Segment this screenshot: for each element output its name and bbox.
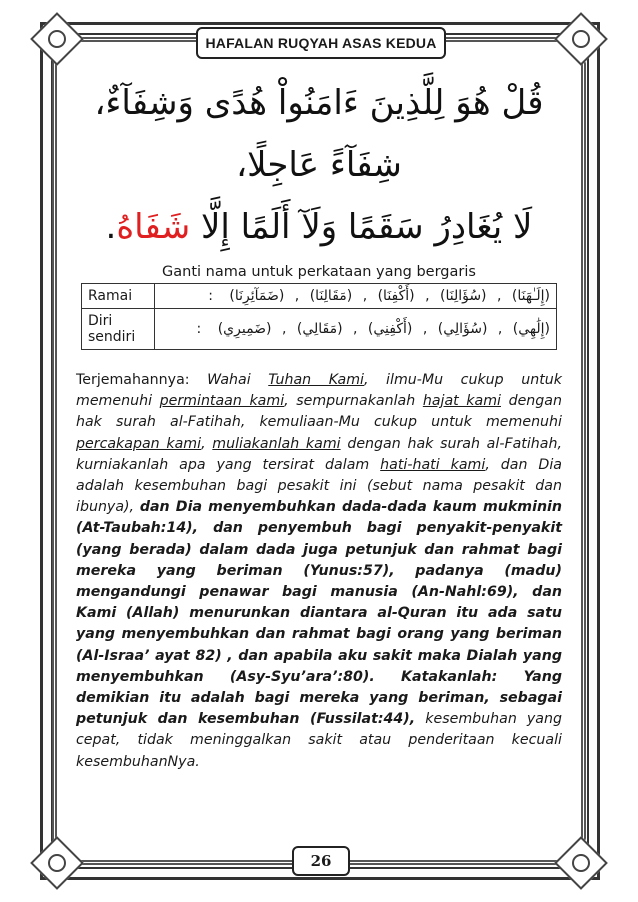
underlined-phrase: Tuhan Kami xyxy=(268,372,364,388)
page-header xyxy=(196,27,446,59)
ornament-right xyxy=(569,60,586,842)
row-values xyxy=(155,284,557,309)
header-title: HAFALAN RUQYAH ASAS KEDUA xyxy=(205,35,437,51)
underlined-phrase: percakapan kami xyxy=(76,435,202,452)
page-number xyxy=(292,846,350,876)
text-segment: , ilmu-Mu cukup untuk memenuhi xyxy=(76,372,562,410)
arabic-highlight: شَفَاهُ xyxy=(116,207,191,247)
underlined-phrase: hati-hati kami xyxy=(380,456,486,473)
substitution-note: Ganti nama untuk perkataan yang bergaris xyxy=(162,264,476,280)
text-segment: Wahai xyxy=(207,372,269,388)
row-colon: : xyxy=(196,321,202,337)
translation-intro: Terjemahannya: xyxy=(76,372,208,388)
underlined-phrase: hajat kami xyxy=(422,393,501,410)
page-number-text: 26 xyxy=(310,852,332,870)
text-segment: kesembuhan yang cepat, tidak meninggalkan sakit atau penderitaan kecuali kesembuhanNya. xyxy=(76,711,563,770)
row-label: Ramai xyxy=(82,284,155,309)
text-segment: , dan Dia adalah kesembuhan bagi pesakit ini (sebut nama pesakit dan ibunya), xyxy=(76,456,562,516)
substitution-table xyxy=(81,283,557,350)
table-row xyxy=(82,284,557,309)
translation-paragraph xyxy=(76,370,562,773)
row-values-text: (إِلَٰهِي) , (سُؤَالِي) , (أَكْفِنِي) , (مَقَالِي) , (ضَمِيرِي) xyxy=(217,321,550,337)
page-content xyxy=(76,72,562,773)
arabic-line-2-main: لَا يُغَادِرُ سَقَمًا وَلَآ أَلَمًا إِلَّا xyxy=(190,207,533,247)
row-values-text: (إِلَـٰهَنَا) , (سُؤَالِنَا) , (أَكْفِنَا) , (مَقَالِنَا) , (ضَمَآئِرِنَا) xyxy=(229,288,550,304)
underlined-phrase: permintaan kami xyxy=(159,393,285,410)
underlined-phrase: muliakanlah kami xyxy=(212,435,341,452)
text-segment: , xyxy=(201,435,213,452)
row-label: Diri sendiri xyxy=(82,309,155,350)
arabic-line-1: قُلْ هُوَ لِلَّذِينَ ءَامَنُواْ هُدًى وَشِفَآءٌ، شِفَآءً عَاجِلًا، xyxy=(94,83,544,185)
text-segment: , sempurnakanlah xyxy=(284,393,423,410)
row-colon: : xyxy=(208,288,213,304)
text-segment: dengan hak surah al-Fatihah, kurniakanlah apa yang tersirat dalam xyxy=(76,435,562,473)
arabic-line-2-end: . xyxy=(105,207,117,247)
arabic-verse xyxy=(76,72,562,258)
arabic-line-2 xyxy=(76,196,562,258)
ornament-left xyxy=(52,60,69,842)
bold-passage: dan Dia menyembuhkan dada-dada kaum mukminin (At-Taubah:14), dan penyembuh bagi penyakit-penyakit (yang berada) dalam dada juga petunjuk dan rahmat bagi mereka yang beriman (Yunus:57), padanya (madu) mengandungi penawar bagi manusia (An-Nahl:69), dan Kami (Allah) menurunkan diantara al-Quran itu ada satu yang menyembuhkan dan rahmat bagi orang yang beriman (Al-Israa’ ayat 82) , dan apabila aku sakit maka Dialah yang menyembuhkan (Asy-Syu’ara’:80). Katakanlah: Yang demikian itu adalah bagi mereka yang beriman, sebagai petunjuk dan kesembuhan (Fussilat:44), xyxy=(76,499,563,728)
row-values xyxy=(155,309,557,350)
table-row xyxy=(82,309,557,350)
text-segment: dengan hak surah al-Fatihah, kemuliaan-Mu cukup untuk memenuhi xyxy=(76,393,562,431)
